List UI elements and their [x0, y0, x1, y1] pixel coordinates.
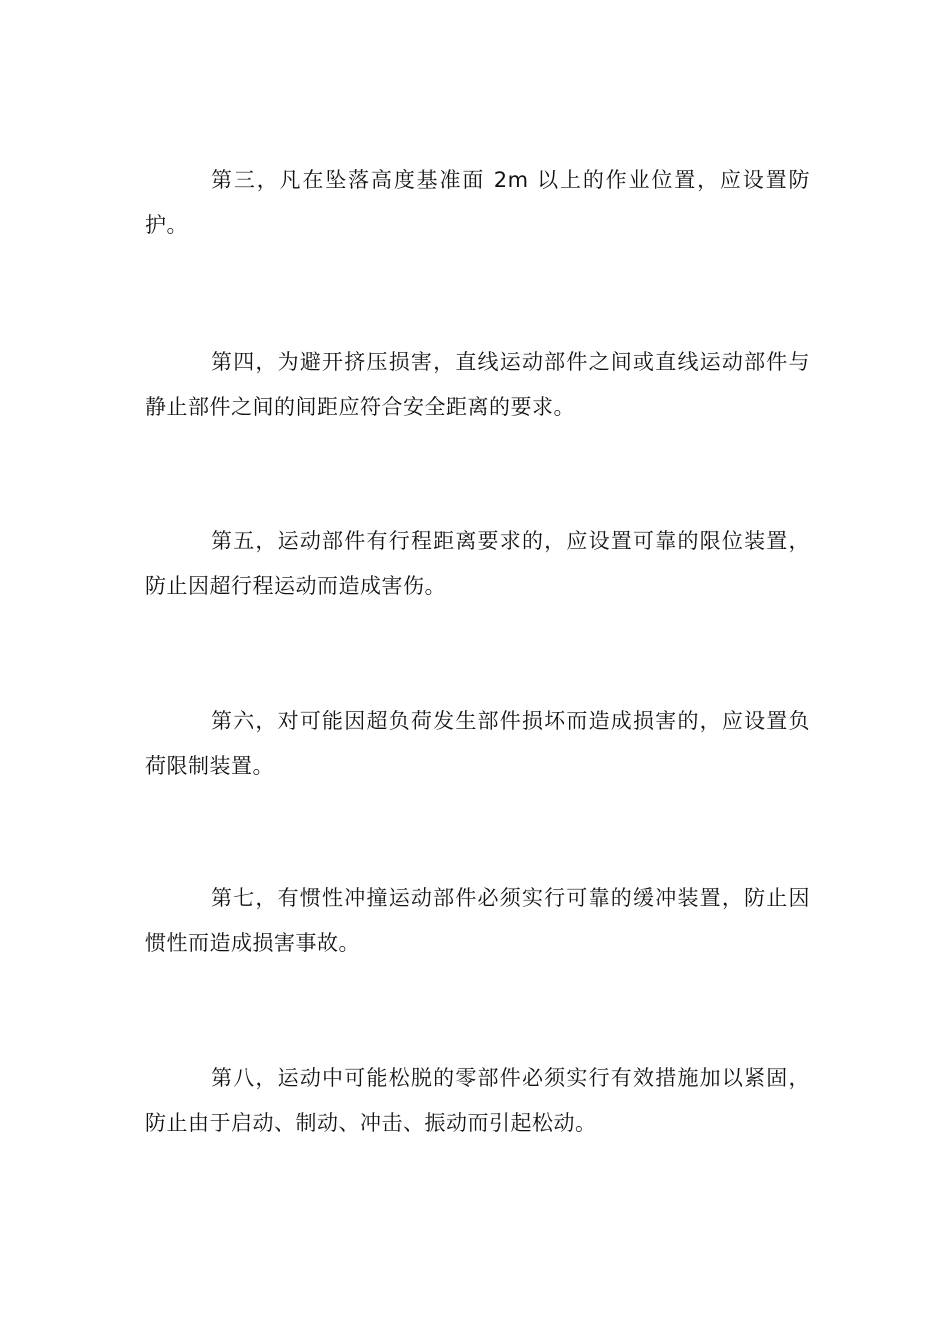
paragraph-third: 第三，凡在坠落高度基准面 2m 以上的作业位置，应设置防护。: [145, 168, 810, 237]
paragraph-seventh: 第七，有惯性冲撞运动部件必须实行可靠的缓冲装置，防止因惯性而造成损害事故。: [145, 886, 810, 955]
paragraph-fourth: 第四，为避开挤压损害，直线运动部件之间或直线运动部件与静止部件之间的间距应符合安全距离的要求。: [145, 350, 810, 419]
paragraph-sixth: 第六，对可能因超负荷发生部件损坏而造成损害的，应设置负荷限制装置。: [145, 709, 810, 778]
paragraph-eighth: 第八，运动中可能松脱的零部件必须实行有效措施加以紧固，防止由于启动、制动、冲击、振动而引起松动。: [145, 1066, 810, 1135]
paragraph-fifth: 第五，运动部件有行程距离要求的，应设置可靠的限位装置，防止因超行程运动而造成害伤。: [145, 529, 810, 598]
